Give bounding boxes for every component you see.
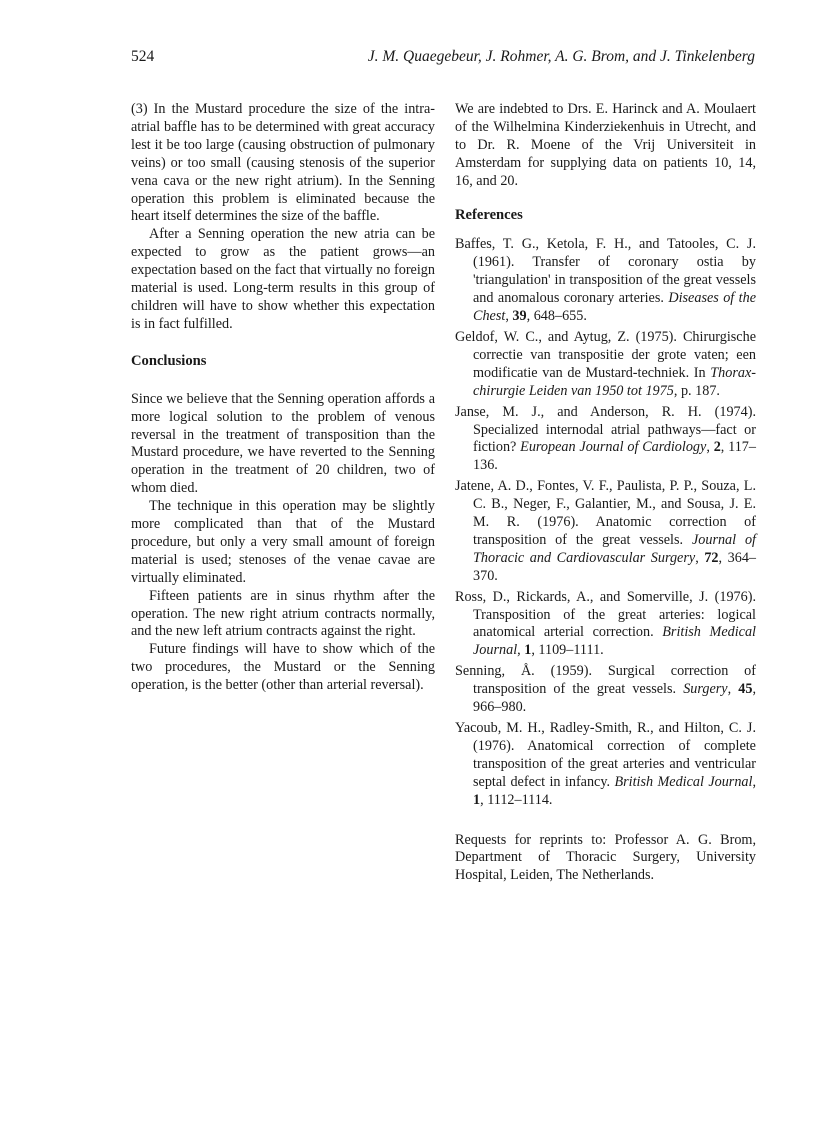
reference-source: Journal of Thoracic and Cardiovascular Surgery bbox=[473, 531, 757, 566]
reference-source: Surgery bbox=[683, 681, 728, 698]
reference-item bbox=[455, 589, 756, 661]
reference-volume: 1 bbox=[473, 791, 481, 808]
reference-pages: , 966–980. bbox=[473, 681, 757, 716]
reference-source: Thorax-chirurgie Leiden van 1950 tot 1975 bbox=[473, 364, 756, 399]
paragraph-mustard-baffle: (3) In the Mustard procedure the size of the intra-atrial baffle has to be determined with great accuracy lest it be too large (causing obstruction of pulmonary veins) or too small (causing stenosis of the superior vena cava or the new right atrium). In the Senning operation this problem is eliminated because the heart itself determines the size of the baffle. bbox=[131, 101, 435, 225]
reference-item bbox=[455, 329, 756, 401]
reference-authors-title: Baffes, T. G., Ketola, F. H., and Tatooles, C. J. (1961). Transfer of coronary ostia by 'triangulation' in transposition of the great vessels and anomalous coronary arteries. bbox=[455, 236, 756, 307]
reference-item bbox=[455, 478, 756, 585]
reference-separator: , bbox=[695, 549, 705, 566]
paragraph-conclusion-4: Future findings will have to show which of the two procedures, the Mustard or the Senning operation, is the better (other than arterial reversal). bbox=[131, 641, 435, 694]
reference-separator: , bbox=[505, 308, 513, 325]
reference-separator: , bbox=[706, 439, 714, 456]
reference-pages: , 648–655. bbox=[526, 308, 587, 325]
reference-pages: , 364–370. bbox=[473, 549, 756, 584]
reference-authors-title: Geldof, W. C., and Aytug, Z. (1975). Chirurgische correctie van transpositie der grote vaten; een modificatie van de Mustard-techniek. In bbox=[455, 328, 756, 381]
reference-volume: 39 bbox=[512, 308, 527, 325]
reference-item bbox=[455, 720, 756, 810]
running-header-authors: J. M. Quaegebeur, J. Rohmer, A. G. Brom, and J. Tinkelenberg bbox=[367, 48, 755, 65]
conclusions-heading: Conclusions bbox=[131, 352, 207, 369]
paragraph-conclusion-3: Fifteen patients are in sinus rhythm after the operation. The new right atrium contracts normally, and the new left atrium contracts against the right. bbox=[131, 587, 435, 640]
reference-item bbox=[455, 404, 756, 476]
reference-authors-title: Jatene, A. D., Fontes, V. F., Paulista, P. P., Souza, L. C. B., Neger, F., Galantier, M., and Sousa, J. E. M. R. (1976). Anatomic correction of transposition of the great vessels. bbox=[455, 478, 756, 548]
reference-pages: , 117–136. bbox=[473, 439, 756, 474]
reprint-request: Requests for reprints to: Professor A. G. Brom, Department of Thoracic Surgery, University Hospital, Leiden, The Netherlands. bbox=[455, 831, 756, 884]
paragraph-conclusion-2: The technique in this operation may be slightly more complicated than that of the Mustard procedure, but only a very small amount of foreign material is used; stenoses of the venae cavae are virtually eliminated. bbox=[131, 498, 435, 586]
reference-source: European Journal of Cardiology bbox=[520, 439, 707, 456]
reference-volume: 72 bbox=[704, 549, 719, 566]
reference-separator: , bbox=[727, 681, 739, 698]
reference-authors-title: Senning, Å. (1959). Surgical correction of transposition of the great vessels. bbox=[455, 663, 756, 698]
reference-authors-title: Janse, M. J., and Anderson, R. H. (1974). Specialized internodal atrial pathways—fact or fiction? bbox=[455, 403, 756, 456]
references-heading: References bbox=[455, 206, 523, 223]
reference-separator: , bbox=[752, 773, 756, 790]
right-column bbox=[455, 101, 756, 885]
reference-volume: 1 bbox=[524, 642, 532, 659]
reference-source: British Medical Journal bbox=[614, 773, 753, 790]
paragraph-conclusion-1: Since we believe that the Senning operation affords a more logical solution to the problem of venous reversal in the treatment of transposition than the Mustard procedure, we have reverted to the Senning operation in the treatment of 20 children, two of whom died. bbox=[131, 390, 435, 497]
reference-pages: , 1109–1111. bbox=[531, 642, 604, 659]
paragraph-atria-growth: After a Senning operation the new atria can be expected to grow as the patient grows—an expectation based on the fact that virtually no foreign material is used. Long-term results in this group of children will have to show whether this expectation is in fact fulfilled. bbox=[131, 226, 435, 332]
reference-pages: , p. 187. bbox=[673, 382, 720, 399]
reference-separator: , bbox=[517, 642, 525, 659]
reference-source: Diseases of the Chest bbox=[473, 290, 756, 325]
reference-authors-title: Yacoub, M. H., Radley-Smith, R., and Hilton, C. J. (1976). Anatomical correction of complete transposition of the great arteries and ventricular septal defect in infancy. bbox=[455, 720, 756, 790]
running-header bbox=[131, 48, 755, 70]
reference-authors-title: Ross, D., Rickards, A., and Somerville, J. (1976). Transposition of the great arteries: logical anatomical arterial correction. bbox=[455, 588, 756, 641]
reference-item bbox=[455, 236, 756, 326]
reference-list bbox=[455, 236, 756, 809]
reference-volume: 2 bbox=[713, 439, 721, 456]
left-column bbox=[131, 101, 435, 695]
reference-pages: , 1112–1114. bbox=[480, 791, 553, 808]
reference-item bbox=[455, 663, 756, 717]
page-number: 524 bbox=[131, 48, 155, 65]
acknowledgement: We are indebted to Drs. E. Harinck and A. Moulaert of the Wilhelmina Kinderziekenhuis in Utrecht, and to Dr. R. Moene of the Vrij Universiteit in Amsterdam for supplying data on patients 10, 14, 16, and 20. bbox=[455, 101, 756, 189]
reference-source: British Medical Journal bbox=[473, 624, 756, 659]
reference-volume: 45 bbox=[738, 681, 753, 698]
